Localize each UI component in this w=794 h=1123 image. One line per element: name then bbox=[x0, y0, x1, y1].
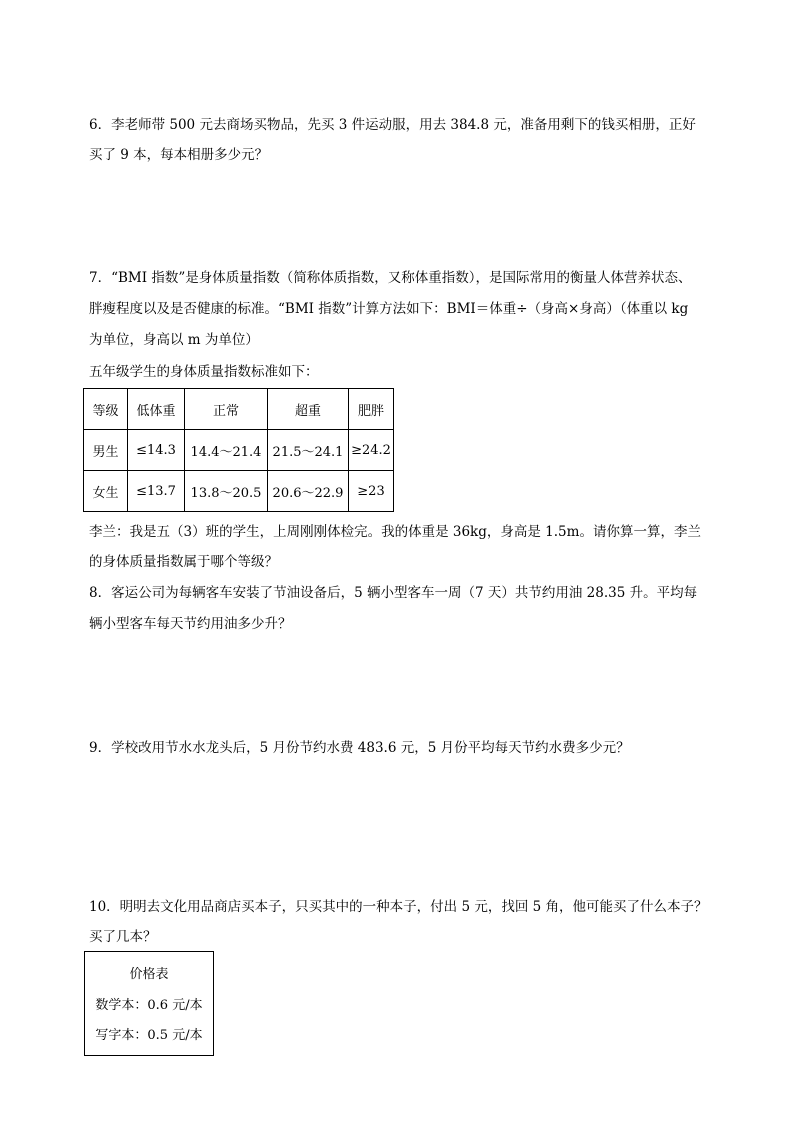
price-list-title: 价格表 bbox=[129, 967, 169, 982]
q7-table-intro: 五年级学生的身体质量指数标准如下： bbox=[89, 364, 319, 380]
q8-line-1: 8．客运公司为每辆客车安装了节油设备后，5 辆小型客车一周（7 天）共节约用油 28.35 升。平均每 bbox=[89, 585, 698, 601]
q7-line-3: 为单位，身高以 m 为单位） bbox=[89, 332, 259, 348]
q10-line-1: 10．明明去文化用品商店买本子，只买其中的一种本子，付出 5 元，找回 5 角，他可能买了什么本子？ bbox=[89, 899, 708, 915]
table-cell: ≤13.7 bbox=[128, 471, 185, 512]
q7-after-line-2: 的身体质量指数属于哪个等级？ bbox=[89, 554, 278, 570]
q8-line-2: 辆小型客车每天节约用油多少升？ bbox=[89, 616, 292, 632]
table-row bbox=[84, 430, 394, 471]
q7-line-2: 胖瘦程度以及是否健康的标准。“BMI 指数”计算方法如下：BMI＝体重÷（身高×身高）（体重以 kg bbox=[89, 301, 689, 317]
q7-after-line-1: 李兰：我是五（3）班的学生，上周刚刚体检完。我的体重是 36kg，身高是 1.5m。请你算一算，李兰 bbox=[89, 524, 701, 540]
table-cell: 13.8～20.5 bbox=[185, 471, 268, 512]
table-cell: ≥24.2 bbox=[349, 430, 394, 471]
table-header-cell: 肥胖 bbox=[349, 389, 394, 430]
table-header-cell: 超重 bbox=[268, 389, 349, 430]
table-cell: 21.5～24.1 bbox=[268, 430, 349, 471]
table-header-row bbox=[84, 389, 394, 430]
price-list-box bbox=[84, 951, 214, 1056]
q9-line-1: 9．学校改用节水水龙头后，5 月份节约水费 483.6 元，5 月份平均每天节约水费多少元？ bbox=[89, 740, 630, 756]
table-row bbox=[84, 471, 394, 512]
table-cell: 20.6～22.9 bbox=[268, 471, 349, 512]
bmi-standard-table bbox=[83, 388, 394, 512]
q6-line-2: 买了 9 本，每本相册多少元？ bbox=[89, 147, 269, 163]
table-cell: ≥23 bbox=[349, 471, 394, 512]
table-cell: ≤14.3 bbox=[128, 430, 185, 471]
table-cell: 女生 bbox=[84, 471, 128, 512]
table-header-cell: 等级 bbox=[84, 389, 128, 430]
q7-line-1: 7．“BMI 指数”是身体质量指数（简称体质指数，又称体重指数），是国际常用的衡量人体营养状态、 bbox=[89, 270, 692, 286]
q10-line-2: 买了几本？ bbox=[89, 929, 157, 945]
price-item: 写字本：0.5 元/本 bbox=[95, 1028, 203, 1043]
price-item: 数学本：0.6 元/本 bbox=[95, 998, 203, 1013]
table-cell: 14.4～21.4 bbox=[185, 430, 268, 471]
table-header-cell: 正常 bbox=[185, 389, 268, 430]
table-header-cell: 低体重 bbox=[128, 389, 185, 430]
q6-line-1: 6．李老师带 500 元去商场买物品，先买 3 件运动服，用去 384.8 元，准备用剩下的钱买相册，正好 bbox=[89, 117, 696, 133]
table-cell: 男生 bbox=[84, 430, 128, 471]
